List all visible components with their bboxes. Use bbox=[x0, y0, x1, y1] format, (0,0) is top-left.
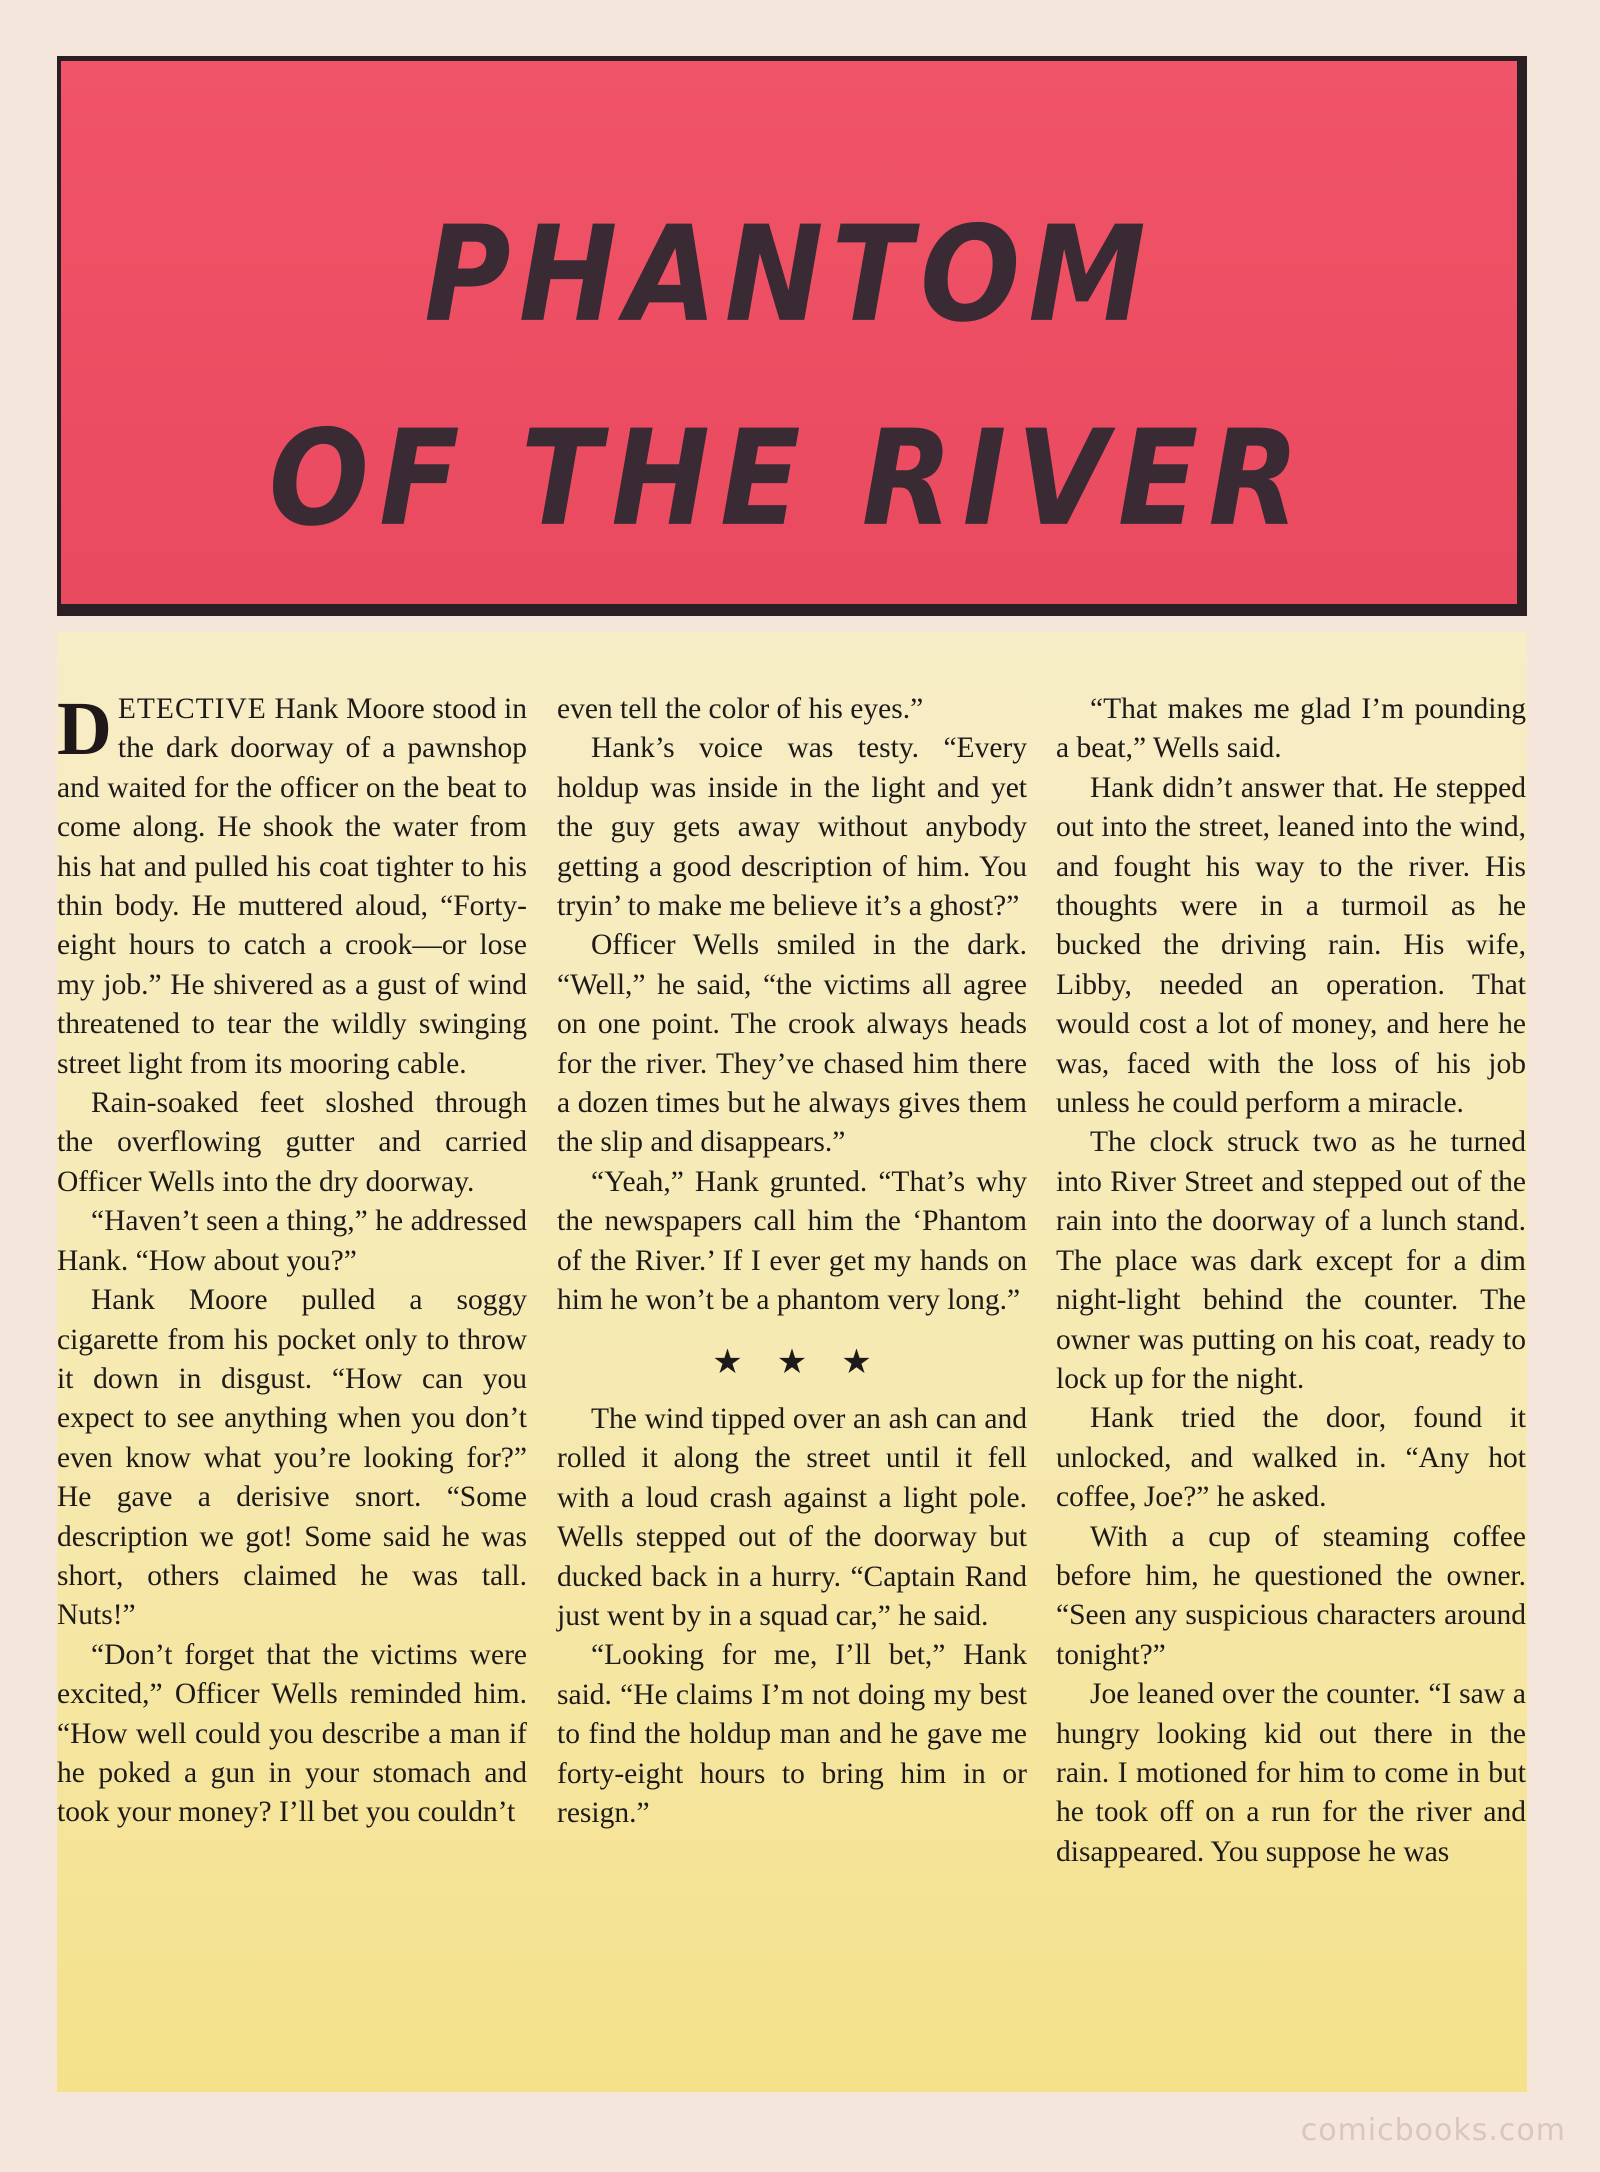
paragraph: “Don’t forget that the victims were excited,” Officer Wells reminded him. “How well could you describe a man if he poked a gun in your stomach and took your money? I’ll bet you couldn’t bbox=[57, 1638, 527, 1829]
paragraph: Hank didn’t answer that. He stepped out into the street, leaned into the wind, and fought his way to the river. His thoughts were in a turmoil as he bucked the driving rain. His wife, Libby, needed an operation. That would cost a lot of money, and here he was, faced with the loss of his job unless he could perform a miracle. bbox=[1056, 771, 1526, 1120]
title-banner bbox=[57, 56, 1527, 616]
paragraph: even tell the color of his eyes.” bbox=[557, 693, 924, 725]
story-title-line-2: OF THE RIVER bbox=[268, 400, 1310, 556]
drop-cap: D bbox=[57, 687, 112, 771]
paragraph: Officer Wells smiled in the dark. “Well,” he said, “the victims all agree on one point. The crook always heads for the river. They’ve chased him there a dozen times but he always gives them the slip and disappears.” bbox=[557, 929, 1027, 1159]
story-column-3 bbox=[1056, 690, 1526, 1872]
paragraph: Joe leaned over the counter. “I saw a hungry looking kid out there in the rain. I motioned for him to come in but he took off on a run for the river and disappeared. You suppose he was bbox=[1056, 1678, 1526, 1868]
paragraph: With a cup of steaming coffee before him, he questioned the owner. “Seen any suspicious characters around tonight?” bbox=[1056, 1520, 1526, 1671]
paragraph: “Yeah,” Hank grunted. “That’s why the newspapers call him the ‘Phantom of the River.’ If I ever get my hands on him he won’t be a phantom very long.” bbox=[557, 1165, 1027, 1317]
story-title-line-1: PHANTOM bbox=[424, 196, 1154, 352]
paragraph: “That makes me glad I’m pounding a beat,” Wells said. bbox=[1056, 693, 1526, 765]
paragraph: Rain-soaked feet sloshed through the overflowing gutter and carried Officer Wells into the dry doorway. bbox=[57, 1087, 527, 1198]
paragraph: Hank’s voice was testy. “Every holdup was inside in the light and yet the guy gets away without anybody getting a good description of him. You tryin’ to make me believe it’s a ghost?” bbox=[557, 732, 1027, 923]
section-break-stars: ★★★ bbox=[712, 1343, 906, 1381]
paragraph-text: Hank Moore stood in the dark doorway of a pawnshop and waited for the officer on the beat to come along. He shook the water from his hat and pulled his coat tighter to his thin body. He muttered aloud, “Forty-eight hours to catch a crook—or lose my job.” He shivered as a gust of wind threatened to tear the wildly swinging street light from its mooring cable. bbox=[57, 693, 527, 1080]
story-column-2 bbox=[557, 690, 1027, 1833]
paragraph: The clock struck two as he turned into River Street and stepped out of the rain into the doorway of a lunch stand. The place was dark except for a dim night-light behind the counter. The owner was putting on his coat, ready to lock up for the night. bbox=[1056, 1126, 1526, 1395]
paragraph: “Looking for me, I’ll bet,” Hank said. “He claims I’m not doing my best to find the holdup man and he gave me forty-eight hours to bring him in or resign.” bbox=[557, 1639, 1027, 1829]
paragraph: “Haven’t seen a thing,” he addressed Hank. “How about you?” bbox=[57, 1205, 527, 1277]
lead-word: ETECTIVE bbox=[117, 693, 267, 725]
site-watermark: comicbooks.com bbox=[1300, 2113, 1566, 2148]
paragraph: The wind tipped over an ash can and rolled it along the street until it fell with a loud crash against a light pole. Wells stepped out of the doorway but ducked back in a hurry. “Captain Rand just went by in a squad car,” he said. bbox=[557, 1402, 1027, 1632]
paragraph: Hank Moore pulled a soggy cigarette from his pocket only to throw it down in disgust. “How can you expect to see anything when you don’t even know what you’re looking for?” He gave a derisive snort. “Some description we got! Some said he was short, others claimed he was tall. Nuts!” bbox=[57, 1284, 527, 1632]
story-column-1 bbox=[57, 687, 527, 1833]
paragraph bbox=[57, 687, 527, 1084]
paragraph: Hank tried the door, found it unlocked, and walked in. “Any hot coffee, Joe?” he asked. bbox=[1056, 1402, 1526, 1514]
